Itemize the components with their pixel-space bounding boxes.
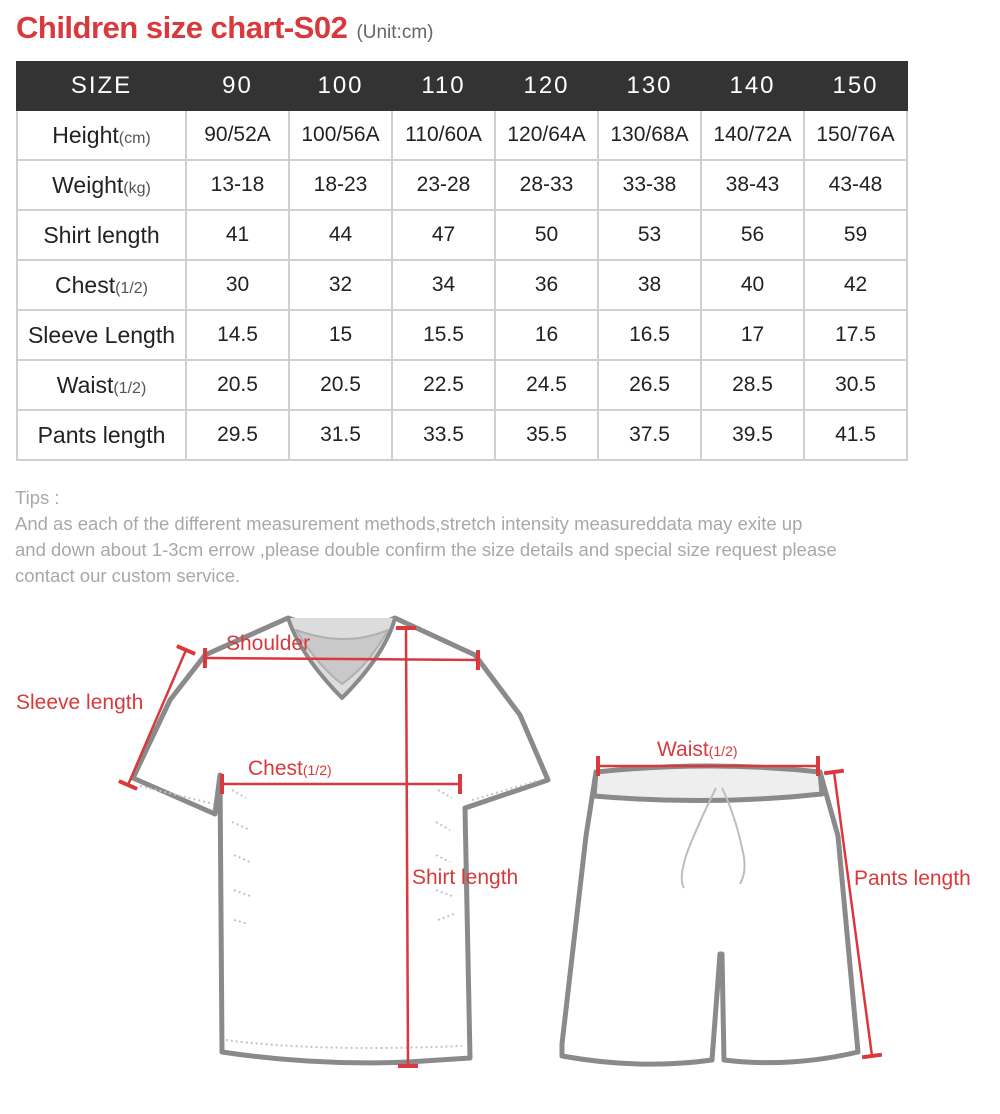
table-cell: 44	[289, 210, 392, 260]
table-cell: 32	[289, 260, 392, 310]
table-cell: 24.5	[495, 360, 598, 410]
table-cell: 18-23	[289, 160, 392, 210]
waist-label-sub: (1/2)	[708, 743, 738, 759]
table-row	[17, 110, 907, 160]
table-cell: 41.5	[804, 410, 907, 460]
header-size-140: 140	[701, 62, 804, 110]
waist-label-text: Waist	[657, 738, 709, 761]
table-cell: 15	[289, 310, 392, 360]
table-cell: 37.5	[598, 410, 701, 460]
table-cell: 16	[495, 310, 598, 360]
table-cell: 29.5	[186, 410, 289, 460]
shoulder-label: Shoulder	[226, 632, 311, 655]
header-size-100: 100	[289, 62, 392, 110]
table-cell: 50	[495, 210, 598, 260]
row-label	[17, 210, 186, 260]
table-cell: 34	[392, 260, 495, 310]
table-cell: 41	[186, 210, 289, 260]
table-cell: 13-18	[186, 160, 289, 210]
table-cell: 22.5	[392, 360, 495, 410]
table-cell: 38-43	[701, 160, 804, 210]
tips-heading: Tips :	[15, 487, 60, 508]
table-cell: 38	[598, 260, 701, 310]
header-size-90: 90	[186, 62, 289, 110]
row-label-unit: (kg)	[123, 179, 151, 197]
row-label-text: Waist	[56, 371, 114, 398]
table-cell: 130/68A	[598, 110, 701, 160]
table-cell: 14.5	[186, 310, 289, 360]
header-row	[17, 62, 907, 110]
tips-block	[15, 485, 975, 589]
table-cell: 43-48	[804, 160, 907, 210]
table-cell: 33-38	[598, 160, 701, 210]
table-cell: 59	[804, 210, 907, 260]
table-cell: 28-33	[495, 160, 598, 210]
table-cell: 33.5	[392, 410, 495, 460]
table-cell: 120/64A	[495, 110, 598, 160]
table-row	[17, 360, 907, 410]
table-cell: 36	[495, 260, 598, 310]
table-cell: 110/60A	[392, 110, 495, 160]
pants-length-label: Pants length	[854, 867, 971, 890]
row-label	[17, 310, 186, 360]
row-label-text: Height	[52, 121, 119, 148]
table-cell: 100/56A	[289, 110, 392, 160]
sleeve-length-label: Sleeve length	[16, 691, 144, 714]
chest-label	[248, 757, 332, 781]
table-cell: 42	[804, 260, 907, 310]
tips-line: contact our custom service.	[15, 565, 241, 586]
table-cell: 20.5	[186, 360, 289, 410]
table-row	[17, 260, 907, 310]
table-cell: 39.5	[701, 410, 804, 460]
table-row	[17, 310, 907, 360]
chart-title-block	[16, 10, 434, 46]
row-label	[17, 260, 186, 310]
row-label-text: Sleeve Length	[27, 321, 176, 348]
table-cell: 31.5	[289, 410, 392, 460]
table-cell: 90/52A	[186, 110, 289, 160]
header-size: SIZE	[17, 62, 186, 110]
table-cell: 23-28	[392, 160, 495, 210]
table-cell: 16.5	[598, 310, 701, 360]
row-label-text: Pants length	[37, 421, 166, 448]
size-table	[16, 61, 908, 461]
row-label-unit: (1/2)	[113, 379, 147, 397]
tips-line: and down about 1-3cm errow ,please double confirm the size details and special size request please	[15, 539, 837, 560]
chest-label-sub: (1/2)	[302, 762, 332, 778]
row-label	[17, 160, 186, 210]
row-label-text: Shirt length	[43, 221, 160, 248]
header-size-120: 120	[495, 62, 598, 110]
table-cell: 53	[598, 210, 701, 260]
unit-note: (Unit:cm)	[356, 22, 434, 43]
header-size-130: 130	[598, 62, 701, 110]
table-cell: 56	[701, 210, 804, 260]
table-cell: 17	[701, 310, 804, 360]
row-label	[17, 110, 186, 160]
chest-label-text: Chest	[248, 757, 303, 780]
row-label	[17, 360, 186, 410]
header-size-110: 110	[392, 62, 495, 110]
shirt-length-label: Shirt length	[412, 866, 519, 889]
table-cell: 140/72A	[701, 110, 804, 160]
table-row	[17, 410, 907, 460]
row-label	[17, 410, 186, 460]
tips-line: And as each of the different measurement methods,stretch intensity measureddata may exite up	[15, 513, 803, 534]
shorts-illustration	[562, 766, 858, 1064]
table-cell: 20.5	[289, 360, 392, 410]
table-cell: 17.5	[804, 310, 907, 360]
table-cell: 30	[186, 260, 289, 310]
row-label-text: Weight	[52, 171, 124, 198]
table-cell: 40	[701, 260, 804, 310]
garment-diagram	[0, 600, 1000, 1114]
table-cell: 47	[392, 210, 495, 260]
table-cell: 35.5	[495, 410, 598, 460]
table-cell: 15.5	[392, 310, 495, 360]
row-label-text: Chest	[55, 271, 116, 298]
table-row	[17, 160, 907, 210]
table-row	[17, 210, 907, 260]
table-cell: 28.5	[701, 360, 804, 410]
row-label-unit: (cm)	[118, 129, 151, 147]
waist-label	[657, 738, 738, 762]
row-label-unit: (1/2)	[115, 279, 148, 297]
shirt-illustration	[133, 618, 548, 1063]
header-size-150: 150	[804, 62, 907, 110]
table-cell: 26.5	[598, 360, 701, 410]
chart-title: Children size chart-S02	[16, 10, 348, 45]
table-cell: 30.5	[804, 360, 907, 410]
table-cell: 150/76A	[804, 110, 907, 160]
